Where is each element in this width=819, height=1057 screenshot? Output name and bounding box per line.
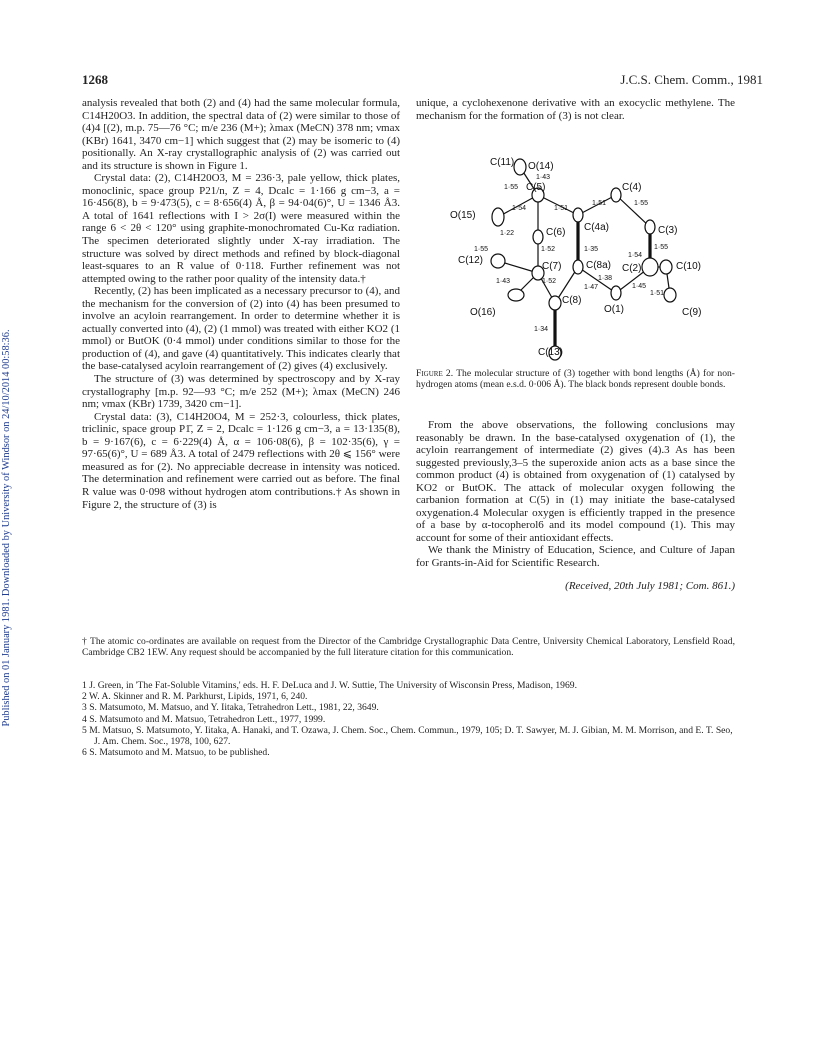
- reference-item: 4 S. Matsumoto and M. Matsuo, Tetrahedron Lett., 1977, 1999.: [82, 713, 326, 725]
- bond-length: 1·43: [536, 174, 551, 181]
- paragraph: Recently, (2) has been implicated as a necessary precursor to (4), and the mechanism for the conversion of (2) into (4) has been presumed to involve an acyloin rearrangement. In order to determine whether it is actually converted into (4), (2) (1 mmol) was treated with either KO2 (1 mmol) or ButOK (0·4 mmol) under conditions similar to those for the production of (4), and gave (4) quantitatively. This indicates clearly that the base-catalysed acyloin rearrangement of (2) gives (4) exclusively.: [82, 285, 400, 373]
- received-date: (Received, 20th July 1981; Com. 861.): [565, 579, 735, 592]
- bond-length: 1·55: [474, 246, 489, 253]
- paragraph: The structure of (3) was determined by spectroscopy and by X-ray crystallography [m.p. 92—93 °C; m/e 252 (M+); λmax (MeCN) 246 nm; νmax (KBr) 1739, 3420 cm−1].: [82, 373, 400, 411]
- reference-item: 2 W. A. Skinner and R. M. Parkhurst, Lipids, 1971, 6, 240.: [82, 691, 308, 703]
- references: [82, 680, 735, 758]
- bond-length: 1·47: [584, 284, 599, 291]
- bond-length: 1·55: [634, 200, 649, 207]
- atom-label: C(7): [542, 261, 562, 272]
- bond-length: 1·54: [628, 252, 643, 259]
- atom-label: O(15): [450, 210, 476, 221]
- paragraph: analysis revealed that both (2) and (4) had the same molecular formula, C14H20O3. In addition, the spectral data of (2) were similar to those of (4)4 [(2), m.p. 75—76 °C; m/e 236 (M+); λmax (MeCN) 378 nm; νmax (KBr) 1641, 3470 cm−1] which suggest that (2) may be isomeric to (4) positionally. An X-ray crystallographic analysis of (2) was carried out and its structure is shown in Figure 1.: [82, 97, 400, 172]
- footnote: † The atomic co-ordinates are available on request from the Director of the Cambridge Crystallographic Data Centre, University Chemical Laboratory, Lensfield Road, Cambridge CB2 1EW. Any request should be accompanied by the full literature citation for this communication.: [82, 636, 735, 658]
- page-number: 1268: [82, 72, 108, 87]
- atom-label: C(13): [538, 347, 564, 358]
- bond-length: 1·34: [534, 326, 549, 333]
- bond-length: 1·51: [650, 290, 665, 297]
- reference-item: 1 J. Green, in 'The Fat-Soluble Vitamins,' eds. H. F. DeLuca and J. W. Suttie, The University of Wisconsin Press, Madison, 1969.: [82, 680, 577, 691]
- bond-length: 1·55: [654, 244, 669, 251]
- crystal-data-3: Crystal data: (3), C14H20O4, M = 252·3, colourless, thick plates, triclinic, space group P1̄, Z = 2, Dcalc = 1·126 g cm−3, a = 13·135(8), b = 9·167(6), c = 6·229(4) Å, α = 106·08(6), β = 102·35(6), γ = 97·65(6)°, U = 689 Å3. A total of 2479 reflections with 2θ ⩽ 156° were measured as for (2). No appreciable decrease in intensity was noticed. The determination and refinement were carried out as before. The final R value was 0·098 without hydrogen atom contributions.† As shown in Figure 2, the structure of (3) is: [82, 410, 400, 511]
- download-watermark[interactable]: Published on 01 January 1981. Downloaded by University of Windsor on 24/10/2014 00:58:36.: [1, 329, 12, 727]
- atom-label: O(16): [470, 307, 496, 318]
- bond-length: 1·52: [542, 278, 557, 285]
- molecular-structure-figure: [438, 155, 738, 365]
- bond-length: 1·51: [592, 200, 607, 207]
- figure-caption-text: The molecular structure of (3) together with bond lengths (Å) for non-hydrogen atoms (mean e.s.d. 0·006 Å). The black bonds represent double bonds.: [416, 368, 735, 390]
- figure-caption-label: Figure 2.: [416, 368, 454, 379]
- paragraph: unique, a cyclohexenone derivative with an exocyclic methylene. The mechanism for the formation of (3) is not clear.: [416, 97, 735, 122]
- atom-label: C(4): [622, 182, 642, 193]
- atom-label: C(5): [526, 182, 546, 193]
- atom-label: C(11): [490, 157, 515, 168]
- atom-label: C(4a): [584, 222, 610, 233]
- bond-length: 1·22: [500, 230, 515, 237]
- atom-label: C(8a): [586, 260, 612, 271]
- atom-label: C(10): [676, 261, 702, 272]
- bond-length: 1·52: [541, 246, 556, 253]
- right-column-bottom: [416, 419, 735, 592]
- atom-label: C(3): [658, 225, 678, 236]
- atom-label: O(14): [528, 161, 554, 172]
- journal-header: J.C.S. Chem. Comm., 1981: [620, 72, 763, 87]
- bond-length: 1·45: [632, 283, 647, 290]
- bond-length: 1·38: [598, 275, 613, 282]
- bond-length: 1·55: [504, 184, 519, 191]
- bond-length: 1·35: [584, 246, 599, 253]
- atom-label: C(2): [622, 263, 642, 274]
- right-column-top: [416, 97, 735, 122]
- crystal-data-2: Crystal data: (2), C14H20O3, M = 236·3, pale yellow, thick plates, monoclinic, space group P21/n, Z = 4, Dcalc = 1·166 g cm−3, a = 16·456(8), b = 9·473(5), c = 8·656(4) Å, β = 94·04(6)°, U = 1346 Å3. A total of 1641 reflections with I > 2σ(I) were measured within the range 6 < 2θ < 120° using graphite-monochromated Cu-Kα radiation. The specimen deteriorated slightly under X-ray irradiation. The structure was solved by direct methods and refined by block-diagonal least-squares to an R value of 0·118. Further refinement was not attempted owing to the rather poor quality of the intensity data.†: [82, 172, 400, 285]
- paragraph: From the above observations, the following conclusions may reasonably be drawn. In the base-catalysed oxygenation of (1), the acyloin rearrangement of intermediate (2) gives (4).3 As has been suggested previously,3–5 the superoxide anion acts as a base since the common product (4) is obtained from oxygenation of (1) catalysed by KO2 or ButOK. The attack of molecular oxygen following the carbanion formation at C(5) in (1) may initiate the base-catalysed oxygenation.4 Molecular oxygen is efficiently trapped in the presence of a base by α-tocopherol6 and its model compound (1). This may account for some of their antioxidant effects.: [416, 419, 735, 544]
- atom-label: C(9): [682, 307, 702, 318]
- left-column: [82, 97, 400, 511]
- bond-length: 1·43: [496, 278, 511, 285]
- acknowledgement: We thank the Ministry of Education, Science, and Culture of Japan for Grants-in-Aid for Scientific Research.: [416, 544, 735, 570]
- reference-item: 5 M. Matsuo, S. Matsumoto, Y. Iitaka, A. Hanaki, and T. Ozawa, J. Chem. Soc., Chem. Commun., 1979, 105; D. T. Sawyer, M. J. Gibian, M. M. Morrison, and E. T. Seo, J. Am. Chem. Soc., 1978, 100, 627.: [82, 724, 733, 748]
- reference-item: 6 S. Matsumoto and M. Matsuo, to be published.: [82, 747, 270, 759]
- figure-caption: [416, 368, 735, 390]
- bond-length: 1·54: [512, 205, 527, 212]
- reference-item: 3 S. Matsumoto, M. Matsuo, and Y. Iitaka, Tetrahedron Lett., 1981, 22, 3649.: [82, 702, 379, 714]
- bond-length: 1·51: [554, 205, 569, 212]
- atom-label: C(12): [458, 255, 484, 266]
- atom-label: O(1): [604, 304, 624, 315]
- atom-label: C(8): [562, 295, 582, 306]
- atom-label: C(6): [546, 227, 566, 238]
